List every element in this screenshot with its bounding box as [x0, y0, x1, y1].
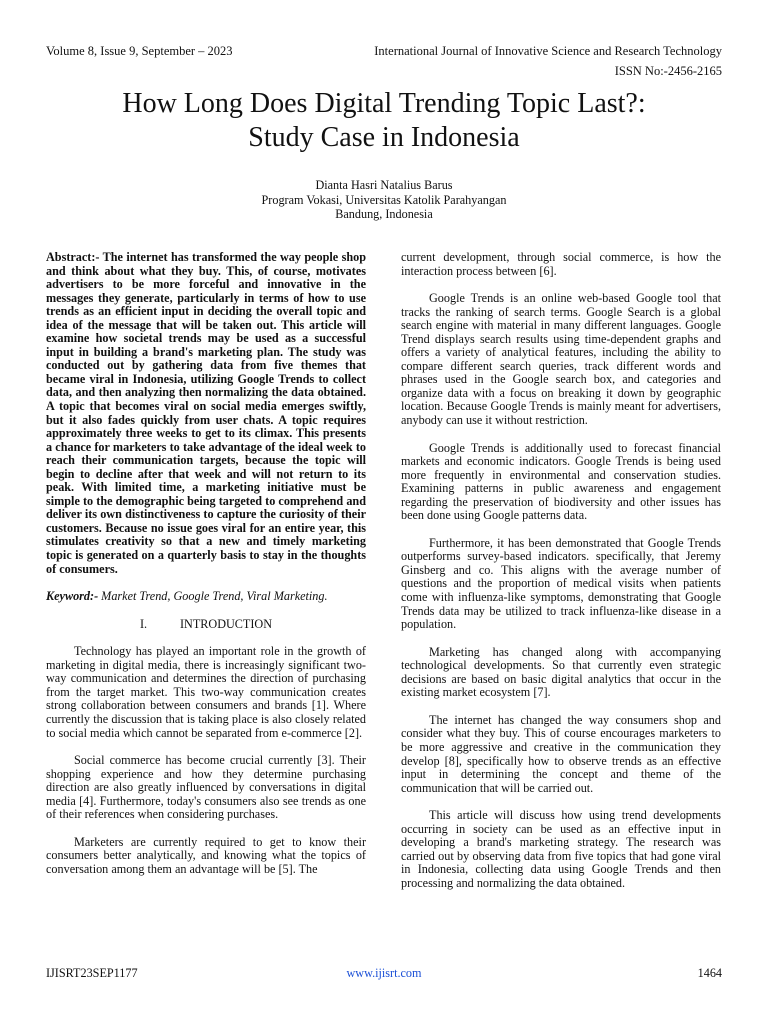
intro-paragraph-1: Technology has played an important role in the growth of marketing in digital media, there is increasingly significant two-way communication and determines the direction of purchasing from the target market. This two-way communication creates strong collaboration between consumers and brands [1]. Where currently the discussion that is taking place is also closely related to social media which cannot be separated from e-commerce [2]. — [46, 644, 366, 740]
abstract: Abstract:- The internet has transformed the way people shop and think about what they buy. This, of course, motivates advertisers to be more forceful and innovative in the messages they generate, particularly in terms of how to use trends as an efficient input in deciding the overall topic and idea of the message that will be taken out. This article will examine how societal trends may be used as a successful input in building a brand's marketing plan. The study was conducted out by gathering data from five themes that became viral in Indonesia, utilizing Google Trends to collect data, and then analyzing then normalizing the data obtained. A topic that becomes viral on social media emerges swiftly, but it also fades quickly from user chats. A topic requires approximately three weeks to get to its climax. This presents a chance for marketers to take advantage of the ideal week to reach their communication targets, because the topic will begin to decline after that week and will not return to its peak. With limited time, a marketing initiative must be simple to the demographic being targeted to comprehend and deliver its own distinctiveness to capture the curiosity of their customers. Because no issue goes viral for an entire year, this stimulates creativity so that a new and timely marketing topic is generated on a quarterly basis to stay in the thoughts of consumers. — [46, 250, 366, 576]
title-line-2: Study Case in Indonesia — [248, 122, 520, 153]
journal-name: International Journal of Innovative Science and Research Technology — [374, 44, 722, 58]
section-number: I. — [139, 616, 148, 631]
author-name: Dianta Hasri Natalius Barus — [315, 178, 453, 192]
right-paragraph-5: Marketing has changed along with accompanying technological developments. So that currently even strategic decisions are based on basic digital analytics that occur in the existing market ecosystem [7]. — [401, 644, 721, 700]
page-number: 1464 — [697, 966, 722, 980]
right-paragraph-1: current development, through social commerce, is how the interaction process between [6]. — [401, 250, 721, 278]
right-paragraph-7: This article will discuss how using trend developments occurring in society can be used as an effective input in developing a brand's marketing strategy. The research was carried out by observing data from five topics that had gone viral in Indonesia, collecting data using Google Trends and then processing and normalizing the data obtained. — [401, 808, 721, 890]
right-paragraph-6: The internet has changed the way consumers shop and consider what they buy. This of course encourages marketers to be more aggressive and creative in the communication they develop [8], specifically how to observe trends as an effective input in determining the concept and theme of the communication that will be carried out. — [401, 712, 721, 795]
intro-paragraph-3: Marketers are currently required to get to know their consumers better analytically, and knowing what the topics of conversation among them an advantage will be [5]. The — [46, 834, 366, 876]
right-paragraph-2: Google Trends is an online web-based Google tool that tracks the ranking of search terms. Google Search is a global search engine with material in many different languages. Google Trend displays search results using time-dependent graphs and offers a variety of analytical features, including the ability to compare different search queries, track different words and phrases used in the Google search box, and categories and organize data with a focus on breaking it down by geographic location. Because Google Trends is mainly meant for advertisers, anybody can use it without restriction. — [401, 291, 721, 428]
left-column — [46, 251, 366, 890]
keywords-text: Market Trend, Google Trend, Viral Marketing. — [101, 589, 328, 604]
section-heading — [46, 618, 366, 632]
section-title: INTRODUCTION — [179, 616, 273, 631]
author-block — [46, 178, 722, 222]
keywords — [46, 590, 366, 604]
author-affiliation: Program Vokasi, Universitas Katolik Parahyangan — [261, 192, 507, 207]
article-id: IJISRT23SEP1177 — [46, 966, 138, 980]
issn: ISSN No:-2456-2165 — [614, 64, 722, 78]
title-line-1: How Long Does Digital Trending Topic Last?: — [122, 88, 646, 119]
journal-url-link[interactable]: www.ijisrt.com — [346, 966, 422, 980]
right-paragraph-4: Furthermore, it has been demonstrated that Google Trends outperforms survey-based indicators. specifically, that Jeremy Ginsberg and co. This aligns with the average number of questions and the proportion of medical visits when patients come with influenza-like symptoms, demonstrating that Google Trends data may be utilized to track influenza-like disease in a population. — [401, 535, 721, 632]
right-column — [401, 251, 721, 904]
keywords-label: Keyword:- — [46, 589, 99, 604]
right-paragraph-3: Google Trends is additionally used to forecast financial markets and economic indicators. Google Trends is being used more frequently in environmental and conservation studies. Examining patterns in public awareness and engagement regarding the preservation of biodiversity and other issues has been done using Google patterns data. — [401, 440, 721, 523]
intro-paragraph-2: Social commerce has become crucial currently [3]. Their shopping experience and how they determine purchasing direction are also greatly influenced by conversations in digital media [4]. Furthermore, today's consumers also see trends as one of their references when considering purchases. — [46, 753, 366, 822]
volume-issue: Volume 8, Issue 9, September – 2023 — [46, 44, 233, 58]
paper-title — [46, 87, 722, 155]
author-location: Bandung, Indonesia — [335, 207, 433, 221]
